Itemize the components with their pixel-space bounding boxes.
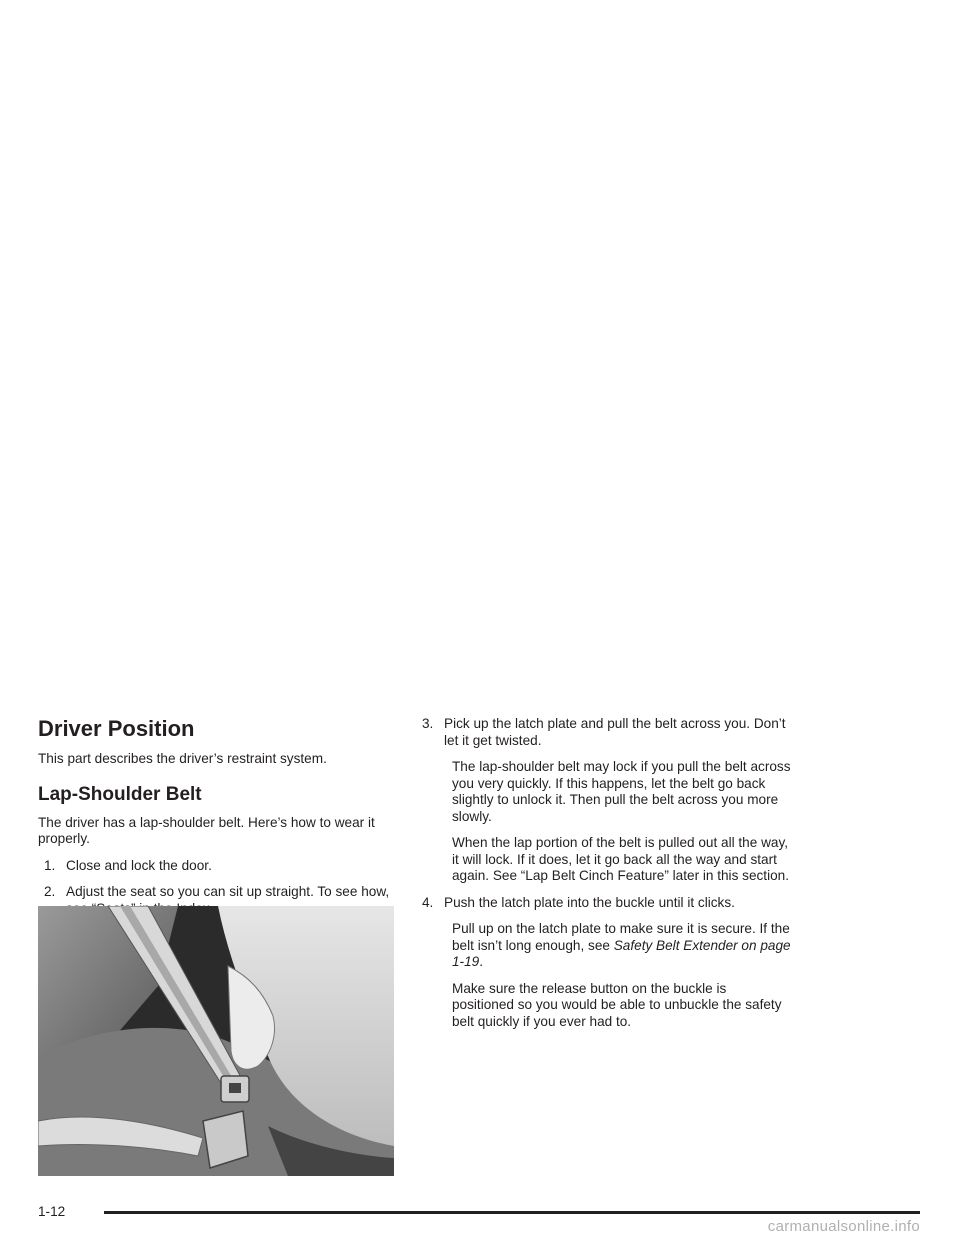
right-column: [422, 716, 792, 1040]
note-text: Pull up on the latch plate to make sure it is secure. If the belt isn’t long enough, see: [452, 921, 790, 953]
note-text-end: .: [479, 954, 483, 969]
subsection-title: Lap-Shoulder Belt: [38, 783, 202, 805]
step-3-note-1: The lap-shoulder belt may lock if you pull the belt across you very quickly. If this happens, let the belt go back slightly to unlock it. Then pull the belt across you more slowly.: [452, 759, 791, 824]
step-4: [422, 895, 792, 912]
left-column: [38, 716, 394, 927]
step-4-note-1: [422, 921, 792, 971]
step-text: Push the latch plate into the buckle until it clicks.: [444, 894, 735, 910]
cross-reference-link[interactable]: Safety Belt Extender on page 1-19: [452, 937, 791, 969]
step-number: 1.: [44, 857, 56, 873]
step-text: Close and lock the door.: [66, 857, 212, 873]
footer-rule: [104, 1211, 920, 1214]
section-title: Driver Position: [38, 716, 195, 741]
step-text: Pick up the latch plate and pull the belt across you. Don’t let it get twisted.: [444, 716, 786, 748]
step-1: [44, 858, 394, 875]
seatbelt-drawing: [38, 906, 394, 1176]
seatbelt-illustration: [38, 906, 394, 1176]
step-number: 2.: [44, 884, 56, 899]
step-3: [422, 716, 792, 749]
step-3-note-2: When the lap portion of the belt is pulled out all the way, it will lock. If it does, let it go back all the way and start again. See “Lap Belt Cinch Feature” later in this section.: [452, 835, 790, 883]
subsection-intro: The driver has a lap-shoulder belt. Here’s how to wear it properly.: [38, 814, 375, 846]
step-number: 3.: [422, 716, 434, 731]
step-number: 4.: [422, 894, 434, 910]
watermark: carmanualsonline.info: [767, 1218, 920, 1235]
step-text: Adjust the seat so you can sit up straight. To see how,: [66, 884, 390, 899]
page-number: 1-12: [38, 1204, 66, 1219]
step-4-note-2: Make sure the release button on the buckle is positioned so you would be able to unbuckle the safety belt quickly if you ever had to.: [452, 980, 782, 1029]
section-intro: This part describes the driver’s restraint system.: [38, 751, 327, 766]
